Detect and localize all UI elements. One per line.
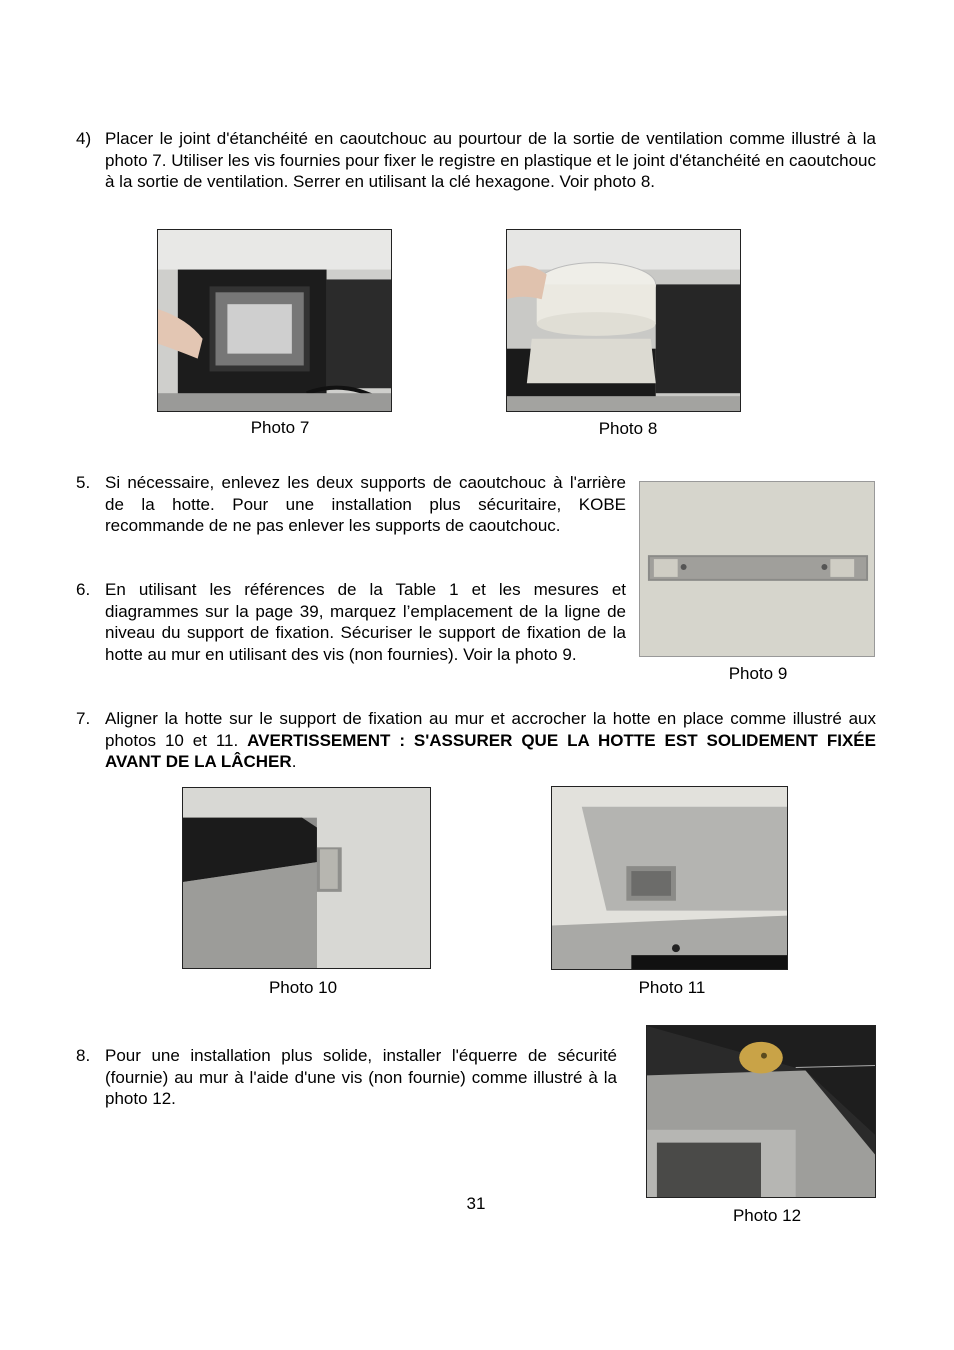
- photo-7-caption: Photo 7: [250, 418, 310, 437]
- step-number: 5.: [76, 473, 91, 492]
- step-8: [76, 1045, 617, 1110]
- photo-8-caption: Photo 8: [598, 419, 658, 438]
- step-5: [76, 472, 626, 537]
- photo-8-image: [506, 229, 741, 412]
- step-number: 8.: [76, 1046, 91, 1065]
- photo-11-caption: Photo 11: [638, 978, 706, 997]
- photo-11-image: [551, 786, 788, 970]
- photo-10-image: [182, 787, 431, 969]
- step-6: [76, 579, 626, 665]
- step-number: 4): [76, 129, 92, 148]
- step-text: Si nécessaire, enlevez les deux supports de caoutchouc à l'arrière de la hotte. Pour une installation plus sécuritaire, KOBE recommande de ne pas enlever les supports de caoutchouc.: [105, 473, 626, 535]
- step-text: Pour une installation plus solide, installer l'équerre de sécurité (fournie) au mur à l'aide d'une vis (non fournie) comme illustré à la photo 12.: [105, 1046, 617, 1108]
- warning-text: AVERTISSEMENT : S'ASSURER QUE LA HOTTE EST SOLIDEMENT FIXÉE AVANT DE LA LÂCHER: [105, 730, 876, 771]
- step-text: Aligner la hotte sur le support de fixation au mur et accrocher la hotte en place comme illustré aux photos 10 et 11.: [105, 709, 876, 750]
- photo-12-caption: Photo 12: [732, 1206, 802, 1225]
- step-number: 7.: [76, 709, 91, 728]
- page-number: 31: [466, 1194, 486, 1213]
- photo-9-image: [639, 481, 875, 657]
- photo-9-caption: Photo 9: [728, 664, 788, 683]
- step-text: Placer le joint d'étanchéité en caoutchouc au pourtour de la sortie de ventilation comme illustré à la photo 7. Utiliser les vis fournies pour fixer le registre en plastique et le joint d'étanchéité en caoutchouc à la sortie de ventilation. Serrer en utilisant la clé hexagone. Voir photo 8.: [105, 129, 876, 191]
- step-4: [76, 128, 876, 193]
- step-7: [76, 708, 876, 773]
- photo-10-caption: Photo 10: [268, 978, 338, 997]
- step-text-end: .: [291, 752, 297, 771]
- photo-7-image: [157, 229, 392, 412]
- step-text: En utilisant les références de la Table 1 et les mesures et diagrammes sur la page 39, marquez l’emplacement de la ligne de niveau du support de fixation. Sécuriser le support de fixation de la hotte au mur en utilisant des vis (non fournies). Voir la photo 9.: [105, 580, 626, 664]
- photo-12-image: [646, 1025, 876, 1198]
- step-number: 6.: [76, 580, 91, 599]
